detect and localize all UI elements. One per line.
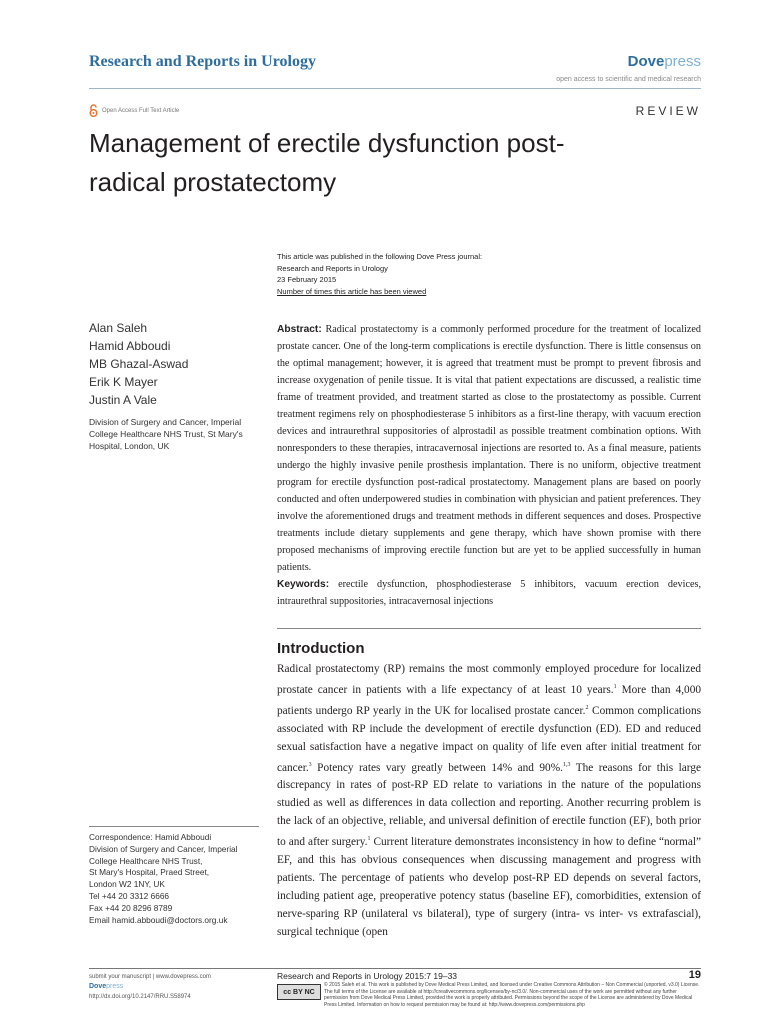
publisher-logo-light: press: [664, 53, 701, 70]
correspondence-block: [89, 832, 264, 926]
publisher-logo[interactable]: [628, 53, 701, 70]
intro-text: Potency rates vary greatly between 14% and 90%.: [311, 761, 563, 774]
citation-ref[interactable]: 1: [367, 836, 371, 843]
correspondence-line: London W2 1NY, UK: [89, 879, 165, 890]
publication-info: [277, 251, 577, 297]
author-name: Erik K Mayer: [89, 375, 158, 389]
abstract-label: Abstract:: [277, 324, 322, 335]
correspondence-line: Tel +44 20 3312 6666: [89, 890, 170, 901]
pubinfo-line: This article was published in the following Dove Press journal:: [277, 252, 483, 261]
page-number: 19: [688, 969, 701, 981]
author-affiliation: Division of Surgery and Cancer, Imperial College Healthcare NHS Trust, St Mary's Hospital, London, UK: [89, 417, 243, 451]
pubinfo-date: 23 February 2015: [277, 275, 337, 284]
doi-link[interactable]: http://dx.doi.org/10.2147/RRU.S58974: [89, 994, 191, 1000]
citation-ref[interactable]: 2: [585, 704, 589, 711]
footer-publisher-logo[interactable]: [89, 982, 211, 992]
article-type: REVIEW: [635, 104, 701, 118]
footer-logo-bold: Dove: [89, 983, 107, 990]
footer-logo-light: press: [106, 983, 124, 990]
correspondence-divider: [89, 826, 259, 827]
footer-left: [89, 972, 211, 1002]
intro-text: Common complications associated with RP include the development of erectile dysfunction (ED). ED and reduced sexual satisfaction have a negative impact on quality of life even after initial treatment for cancer.: [277, 704, 701, 774]
intro-text: More than 4,000 patients undergo RP yearly in the UK for localised prostate cancer.: [277, 683, 701, 717]
author-name: Alan Saleh: [89, 321, 148, 335]
open-access-lock-icon: [89, 104, 98, 117]
open-access-label: Open Access Full Text Article: [102, 107, 180, 114]
keywords-label: Keywords:: [277, 579, 330, 590]
license-text: © 2015 Saleh et al. This work is published by Dove Medical Press Limited, and licensed under Creative Commons Attribution – Non Commercial (unported, v3.0) License. The full terms of the License are available at http://creativecommons.org/licenses/by-nc/3.0/. Non-commercial uses of the work are permitted without any further permission from Dove Medical Press Limited, provided the work is properly attributed. Permissions beyond the scope of the License are administered by Dove Medical Press Limited. Information on how to request permission may be found at: http://www.dovepress.com/permissions.php: [324, 982, 700, 1008]
publisher-logo-bold: Dove: [627, 53, 665, 70]
pubinfo-journal: Research and Reports in Urology: [277, 263, 388, 273]
keywords-paragraph: [277, 576, 701, 610]
correspondence-line: St Mary's Hospital, Praed Street,: [89, 867, 210, 878]
author-name: Hamid Abboudi: [89, 339, 171, 353]
intro-text: Current literature demonstrates inconsistency in how to define “normal” EF, and this has obvious consequences when discussing management and progress with patients. The percentage of patients who develop post-RP ED depends on several factors, including patient age, preoperative potency status (baseline EF), comorbidities, extension of nerve-sparing RP (unilateral vs bilateral), type of surgery (intra- vs inter- vs extrafascial), surgical technique (open: [277, 836, 701, 939]
journal-title: Research and Reports in Urology: [89, 53, 316, 70]
header-divider: [89, 88, 701, 89]
creative-commons-icon[interactable]: cc BY NC: [277, 984, 321, 1000]
citation-ref[interactable]: 1,3: [562, 761, 571, 768]
abstract: [277, 321, 701, 610]
abstract-paragraph: [277, 321, 701, 576]
author-name: MB Ghazal-Aswad: [89, 357, 189, 371]
author-list: [89, 319, 188, 409]
footer-divider: [89, 968, 701, 969]
author-name: Justin A Vale: [89, 393, 157, 407]
citation-ref[interactable]: 1: [613, 684, 617, 690]
intro-text: The reasons for this large discrepancy in rates of post-RP ED relate to variations in the nature of the populations studied as well as differences in data collection and reporting. Another recurring problem is the lack of an objective, reliable, and universal definition of erectile function (EF), both prior to and after surgery.: [277, 761, 701, 849]
correspondence-line: Correspondence: Hamid Abboudi: [89, 832, 212, 842]
section-heading-introduction: Introduction: [277, 640, 365, 657]
submit-manuscript-link[interactable]: submit your manuscript | www.dovepress.com: [89, 974, 211, 980]
keywords-text: erectile dysfunction, phosphodiesterase 5 inhibitors, vacuum erection devices, intraurethral suppositories, intracavernosal injections: [277, 579, 701, 607]
correspondence-line: Fax +44 20 8296 8789: [89, 902, 173, 913]
article-views-link[interactable]: Number of times this article has been viewed: [277, 286, 427, 296]
correspondence-line: Division of Surgery and Cancer, Imperial: [89, 843, 238, 854]
article-title: Management of erectile dysfunction post-radical prostatectomy: [89, 128, 565, 197]
correspondence-email[interactable]: Email hamid.abboudi@doctors.org.uk: [89, 914, 228, 925]
open-access-badge: [89, 104, 179, 117]
footer-citation: Research and Reports in Urology 2015:7 19–33: [277, 971, 458, 981]
abstract-text: Radical prostatectomy is a commonly performed procedure for the treatment of localized prostate cancer. One of the long-term complications is erectile dysfunction. There is little consensus on the optimal management; however, it is agreed that treatment must be prompt to prevent fibrosis and increase oxygenation of penile tissue. It is vital that patient expectations are discussed, a realistic time frame of treatment provided, and treatment started as close to the prostatectomy as possible. Current treatment regimens rely on phosphodiesterase 5 inhibitors as a first-line therapy, with vacuum erection devices and intraurethral suppositories of alprostadil as possible treatment combination options. With nonresponders to these therapies, intracavernosal injections are resorted to. As a final measure, patients undergo the highly invasive penile prosthesis implantation. There is no uniform, objective treatment program for erectile dysfunction post-radical prostatectomy. Management plans are based on poorly conducted and often underpowered studies in combination with physician and patient preferences. They involve the aforementioned drugs and treatment methods in different sequences and doses. Prospective treatments include dietary supplements and gene therapy, which have shown promise with there proposed mechanisms of improving erectile function but are yet to be applied successfully in human patients.: [277, 324, 701, 573]
publisher-tagline: open access to scientific and medical research: [556, 76, 701, 83]
intro-text: Radical prostatectomy (RP) remains the most commonly employed procedure for localized prostate cancer in patients with a life expectancy of at least 10 years.: [277, 663, 701, 696]
correspondence-line: College Healthcare NHS Trust,: [89, 855, 203, 866]
introduction-body: [277, 660, 701, 941]
abstract-divider: [277, 628, 701, 629]
citation-ref[interactable]: 3: [308, 761, 312, 768]
